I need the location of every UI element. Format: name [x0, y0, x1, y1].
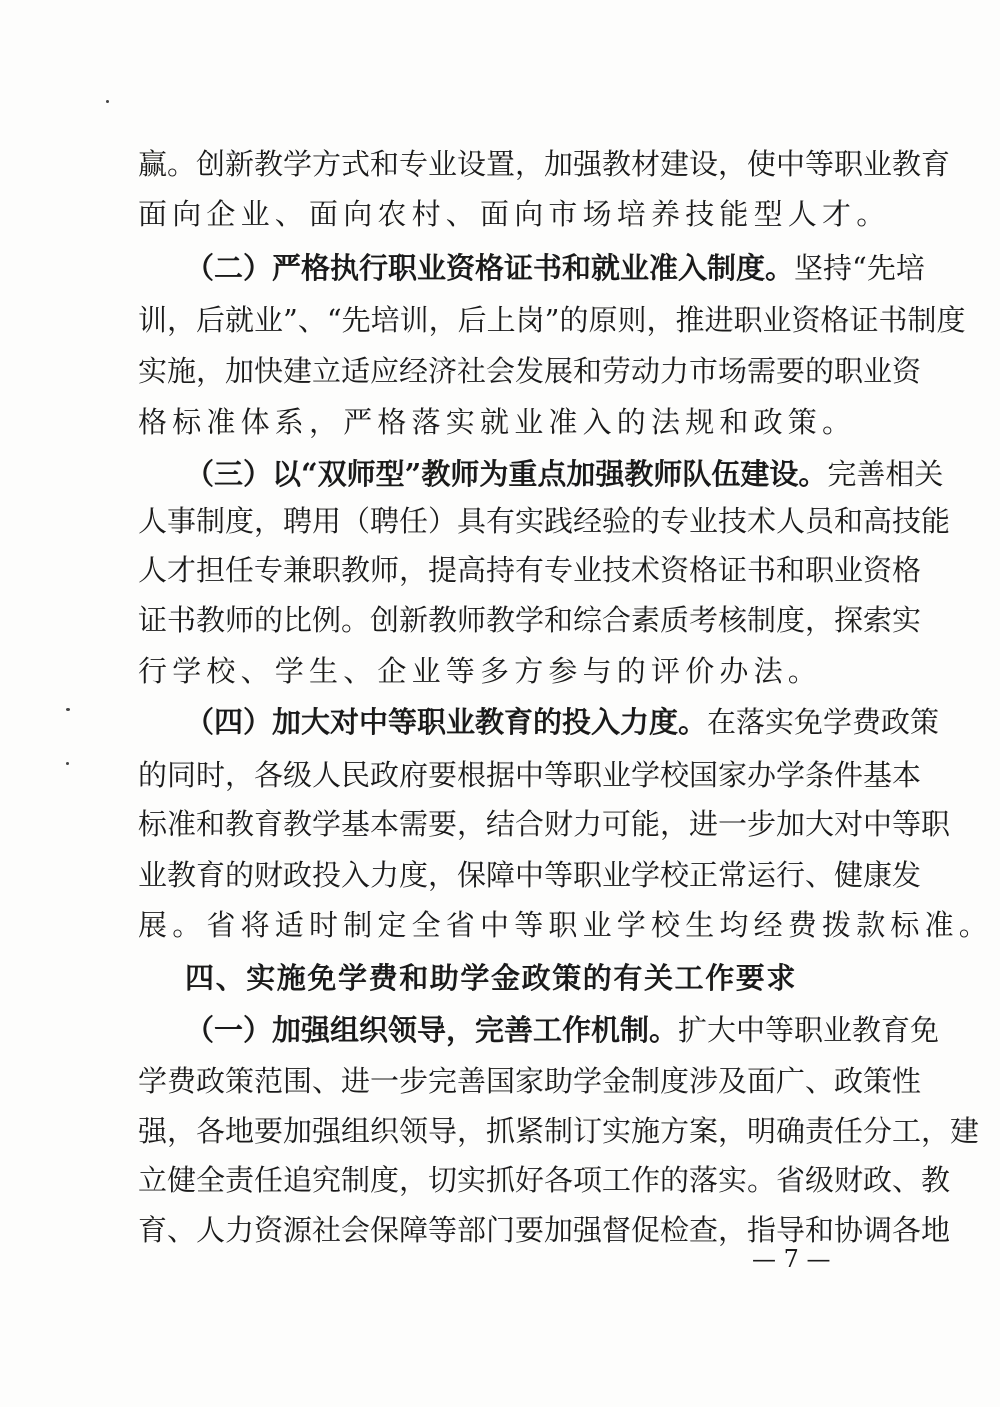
paragraph-line: 人才担任专兼职教师，提高持有专业技术资格证书和职业资格	[138, 553, 922, 587]
scan-speck	[106, 100, 109, 103]
paragraph-line: 业教育的财政投入力度，保障中等职业学校正常运行、健康发	[138, 858, 922, 892]
scan-speck	[66, 708, 70, 711]
paragraph-line: 面向企业、面向农村、面向市场培养技能型人才。	[138, 197, 891, 231]
paragraph-line: 训，后就业”、“先培训，后上岗”的原则，推进职业资格证书制度	[138, 303, 966, 337]
paragraph-lead: （一）加强组织领导，完善工作机制。	[185, 1013, 679, 1047]
paragraph-line: 强，各地要加强组织领导，抓紧制订实施方案，明确责任分工，建	[138, 1114, 980, 1148]
paragraph-line: 人事制度，聘用（聘任）具有实践经验的专业技术人员和高技能	[138, 504, 951, 538]
paragraph-line: 学费政策范围、进一步完善国家助学金制度涉及面广、政策性	[138, 1064, 922, 1098]
section-heading: 四、实施免学费和助学金政策的有关工作要求	[185, 961, 798, 995]
paragraph-lead: （四）加大对中等职业教育的投入力度。	[185, 705, 708, 739]
paragraph-line: 格标准体系，严格落实就业准入的法规和政策。	[138, 405, 857, 439]
paragraph-line: 行学校、学生、企业等多方参与的评价办法。	[138, 654, 823, 688]
paragraph-line: 证书教师的比例。创新教师教学和综合素质考核制度，探索实	[138, 603, 922, 637]
paragraph-text: 完善相关	[827, 457, 944, 491]
paragraph-lead: （三）以“双师型”教师为重点加强教师队伍建设。	[185, 457, 828, 491]
paragraph-line: 赢。创新教学方式和专业设置，加强教材建设，使中等职业教育	[138, 147, 951, 181]
paragraph-line: 展。省将适时制定全省中等职业学校生均经费拨款标准。	[138, 908, 994, 942]
page-number: — 7 —	[752, 1245, 831, 1273]
paragraph-lead: （二）严格执行职业资格证书和就业准入制度。	[185, 251, 795, 285]
paragraph-line	[185, 704, 940, 740]
paragraph-line: 育、人力资源社会保障等部门要加强督促检查，指导和协调各地	[138, 1213, 951, 1247]
paragraph-line	[185, 250, 925, 286]
paragraph-line	[185, 1012, 940, 1048]
paragraph-text: 坚持“先培	[794, 251, 925, 285]
scan-speck	[66, 762, 69, 765]
paragraph-text: 在落实免学费政策	[707, 705, 940, 739]
paragraph-line: 实施，加快建立适应经济社会发展和劳动力市场需要的职业资	[138, 354, 922, 388]
paragraph-line: 立健全责任追究制度，切实抓好各项工作的落实。省级财政、教	[138, 1163, 951, 1197]
paragraph-line	[185, 456, 944, 492]
paragraph-line: 的同时，各级人民政府要根据中等职业学校国家办学条件基本	[138, 758, 922, 792]
paragraph-text: 扩大中等职业教育免	[678, 1013, 940, 1047]
paragraph-line: 标准和教育教学基本需要，结合财力可能，进一步加大对中等职	[138, 807, 951, 841]
